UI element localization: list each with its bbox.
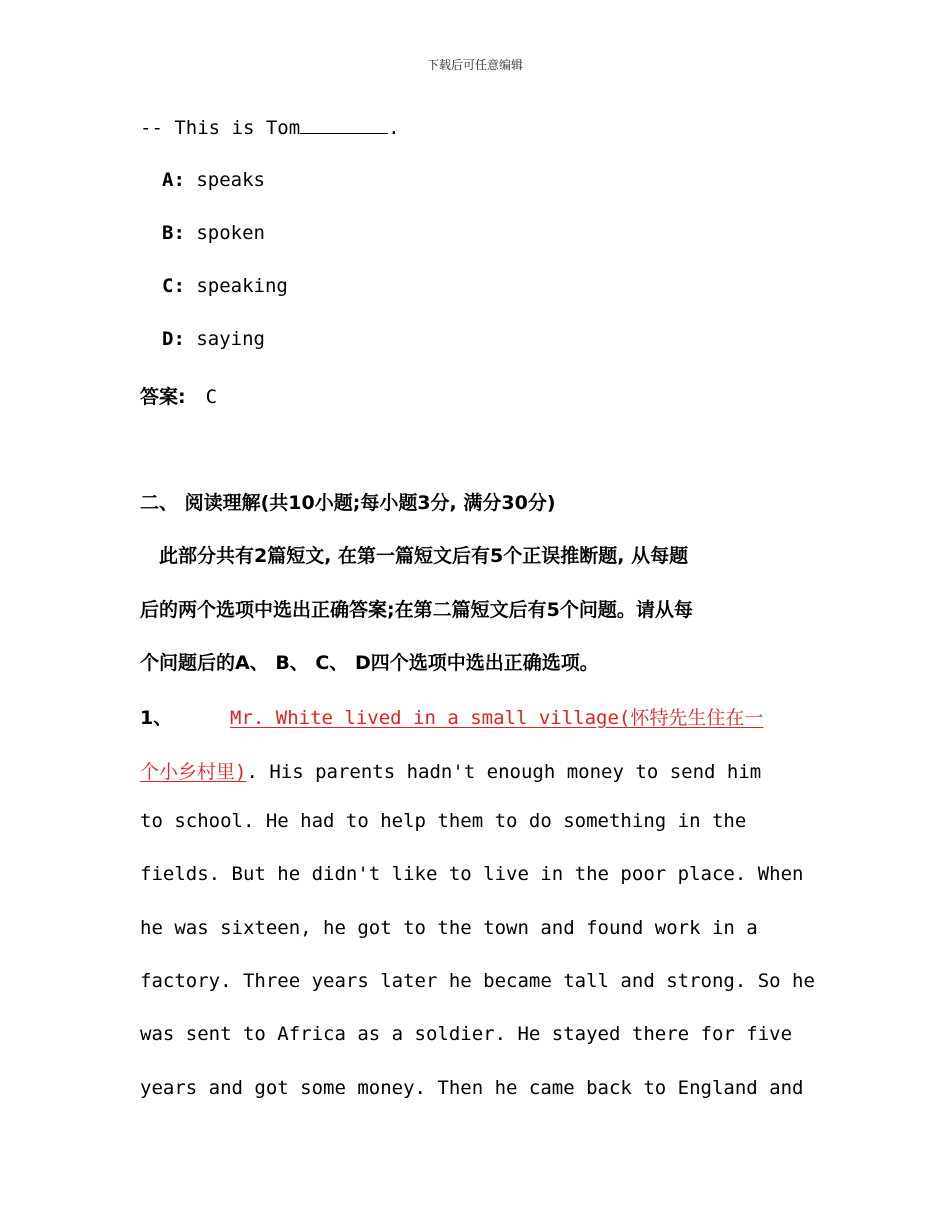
passage-line: years and got some money. Then he came back to England and xyxy=(140,1077,804,1099)
answer-line xyxy=(140,382,217,409)
instruction-line-3: 个问题后的A、 B、 C、 D四个选项中选出正确选项。 xyxy=(140,652,599,674)
answer-value: C xyxy=(205,386,218,408)
option-c-text: speaking xyxy=(196,275,288,297)
question-stem-suffix: . xyxy=(388,117,400,139)
passage-line-2-rest: . His parents hadn't enough money to send him xyxy=(246,761,762,783)
passage-line-2 xyxy=(140,757,761,784)
option-a-text: speaks xyxy=(196,169,265,191)
instruction-line-1: 此部分共有2篇短文, 在第一篇短文后有5个正误推断题, 从每题 xyxy=(140,545,689,567)
passage-line: fields. But he didn't like to live in the poor place. When xyxy=(140,863,804,885)
passage-line: to school. He had to help them to do something in the xyxy=(140,810,747,832)
answer-blank xyxy=(300,116,388,134)
passage-line: was sent to Africa as a soldier. He stayed there for five xyxy=(140,1023,793,1045)
passage-highlight-line-2: 个小乡村里) xyxy=(140,761,247,783)
option-a-letter: A: xyxy=(162,169,185,191)
option-b-text: spoken xyxy=(196,222,265,244)
answer-label: 答案: xyxy=(140,386,186,408)
option-d-text: saying xyxy=(196,328,265,350)
option-a xyxy=(162,169,265,191)
option-d-letter: D: xyxy=(162,328,185,350)
option-c-letter: C: xyxy=(162,275,185,297)
section-title: 二、 阅读理解(共10小题;每小题3分, 满分30分) xyxy=(140,492,556,514)
page-header-watermark: 下载后可任意编辑 xyxy=(426,58,523,72)
option-c xyxy=(162,275,288,297)
question-stem xyxy=(140,116,400,139)
passage-line: factory. Three years later he became tall and strong. So he xyxy=(140,970,815,992)
passage-number: 1、 xyxy=(140,707,173,729)
option-b xyxy=(162,222,265,244)
option-d xyxy=(162,328,265,350)
option-b-letter: B: xyxy=(162,222,185,244)
question-stem-prefix: -- This is Tom xyxy=(140,117,301,139)
instruction-line-2: 后的两个选项中选出正确答案;在第二篇短文后有5个问题。请从每 xyxy=(140,599,693,621)
passage-line: he was sixteen, he got to the town and found work in a xyxy=(140,917,758,939)
passage-highlight-line-1: Mr. White lived in a small village(怀特先生住在一 xyxy=(230,707,764,729)
